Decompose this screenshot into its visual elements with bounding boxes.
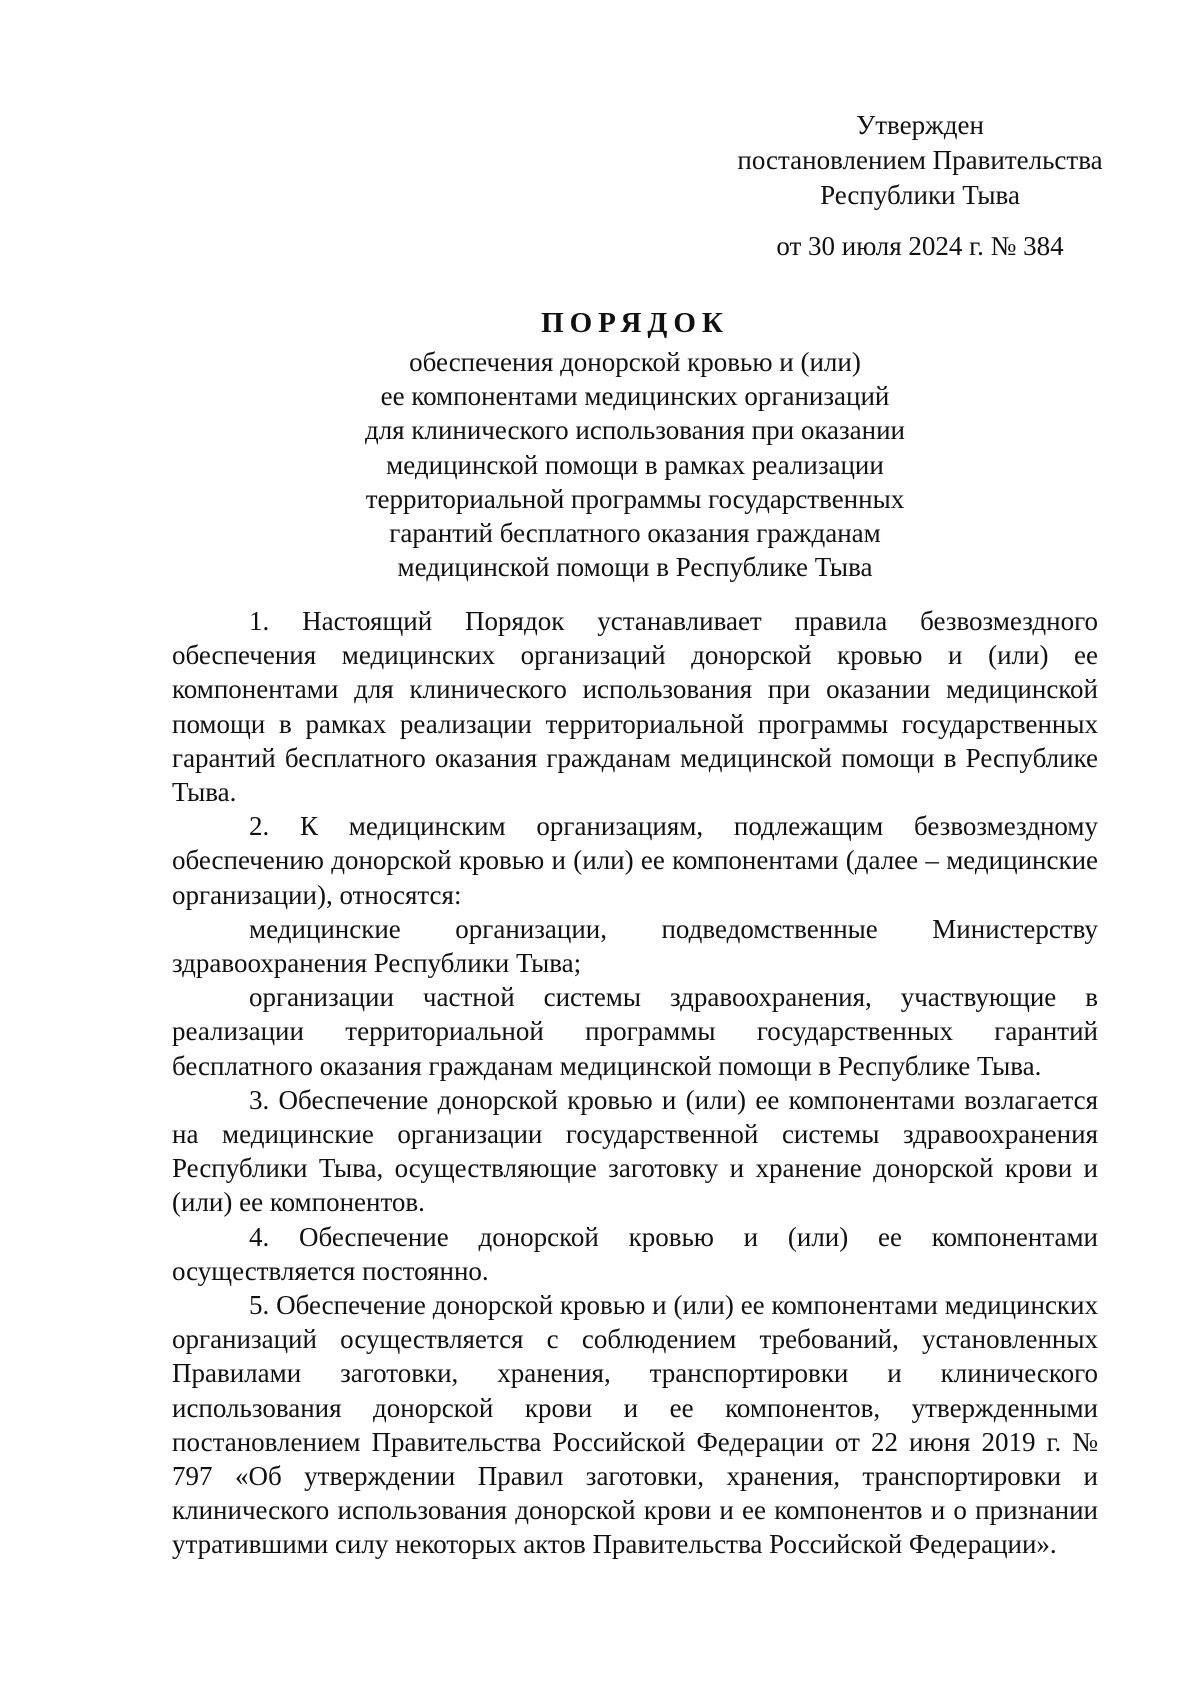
approval-line: Республики Тыва <box>820 180 1020 210</box>
document-body <box>172 604 1098 1562</box>
document-subtitle <box>170 345 1100 584</box>
subtitle-line: медицинской помощи в рамках реализации <box>386 449 884 480</box>
paragraph-2: 2. К медицинским организациям, подлежащим безвозмездному обеспечению донорской кровью и (или) ее компонентами (далее – медицинские организации), относятся: <box>172 811 1098 910</box>
approval-line: постановлением Правительства <box>737 145 1103 175</box>
paragraph-5: 5. Обеспечение донорской кровью и (или) ее компонентами медицинских организаций осуществляется с соблюдением требований, установленных Правилами заготовки, хранения, транспортировки и клинического использования донорской крови и ее компонентов, утвержденными постановлением Правительства Российской Федерации от 22 июня 2019 г. № 797 «Об утверждении Правил заготовки, хранения, транспортировки и клинического использования донорской крови и ее компонентов и о признании утратившими силу некоторых актов Правительства Российской Федерации». <box>172 1290 1098 1560</box>
subtitle-line: гарантий бесплатного оказания гражданам <box>389 518 881 549</box>
paragraph-1: 1. Настоящий Порядок устанавливает правила безвозмездного обеспечения медицинских организаций донорской кровью и (или) ее компонентами для клинического использования при оказании медицинской помощи в рамках реализации территориальной программы государственных гарантий бесплатного оказания гражданам медицинской помощи в Республике Тыва. <box>172 606 1098 808</box>
subtitle-line: медицинской помощи в Республике Тыва <box>397 552 873 583</box>
subtitle-line: для клинического использования при оказании <box>364 415 906 446</box>
list-item-ministry-organizations: медицинские организации, подведомственные Министерству здравоохранения Республики Тыва; <box>172 913 1098 979</box>
approval-date: от 30 июля 2024 г. № 384 <box>776 231 1064 261</box>
paragraph-4: 4. Обеспечение донорской кровью и (или) ее компонентами осуществляется постоянно. <box>172 1221 1098 1286</box>
subtitle-line: обеспечения донорской кровью и (или) <box>409 347 861 377</box>
paragraph-3: 3. Обеспечение донорской кровью и (или) ее компонентами возлагается на медицинские организации государственной системы здравоохранения Республики Тыва, осуществляющие заготовку и хранение донорской крови и (или) ее компонентов. <box>172 1084 1098 1218</box>
subtitle-line: территориальной программы государственных <box>365 483 905 514</box>
subtitle-line: ее компонентами медицинских организаций <box>380 381 890 412</box>
list-item-private-organizations: организации частной системы здравоохранения, участвующие в реализации территориальной программы государственных гарантий бесплатного оказания гражданам медицинской помощи в Республике Тыва. <box>172 982 1098 1081</box>
approval-line: Утвержден <box>856 110 984 140</box>
document-title: ПОРЯДОК <box>541 307 729 339</box>
approval-stamp <box>700 108 1140 213</box>
